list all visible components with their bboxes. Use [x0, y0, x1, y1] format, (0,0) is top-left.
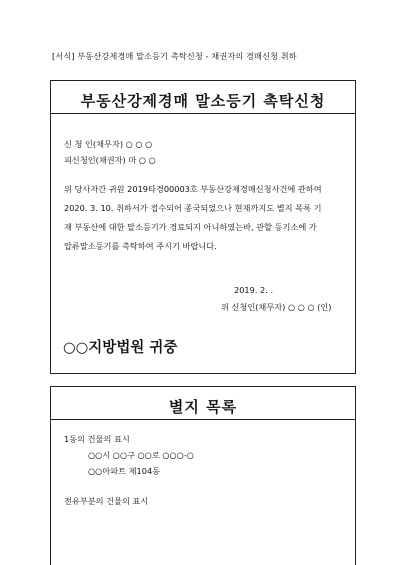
building-address: ○○시 ○○구 ○○로 ○○○-○ [88, 450, 194, 460]
attachment-divider [51, 419, 355, 420]
form-heading: [서식] 부동산강제경매 말소등기 촉탁신청 - 채권자의 경매신청 취하 [52, 51, 297, 61]
body-line-2: 2020. 3. 10. 취하서가 접수되어 종국되었으나 현재까지도 별지 목록 기 [64, 203, 322, 213]
building-name: ○○아파트 제104동 [88, 466, 161, 476]
application-box [50, 80, 356, 374]
application-title: 부동산강제경매 말소등기 촉탁신청 [80, 92, 326, 110]
attachment-box [50, 386, 356, 565]
exclusive-part-label: 전유부분의 건물의 표시 [64, 496, 149, 506]
attachment-title: 별지 목록 [168, 398, 238, 416]
court-addressee: ○○지방법원 귀중 [63, 340, 178, 356]
date-line: 2019. 2. . [234, 285, 274, 295]
title-divider [51, 113, 355, 114]
body-line-1: 위 당사자간 귀원 2019타경00003호 부동산강제경매신청사건에 관하여 [64, 184, 322, 194]
building-label: 1동의 건물의 표시 [64, 434, 130, 444]
body-line-4: 압류말소등기를 촉탁하여 주시기 바랍니다. [64, 241, 217, 251]
signature-line: 위 신청인(채무자) ○ ○ ○ (인) [221, 302, 332, 312]
applicant-line: 신 청 인(채무자) ○ ○ ○ [64, 139, 153, 149]
respondent-line: 피신청인(채권자) 마 ○ ○ [64, 155, 156, 165]
body-line-3: 재 부동산에 대한 말소등기가 경료되지 아니하였는바, 관할 등기소에 가 [64, 222, 317, 232]
